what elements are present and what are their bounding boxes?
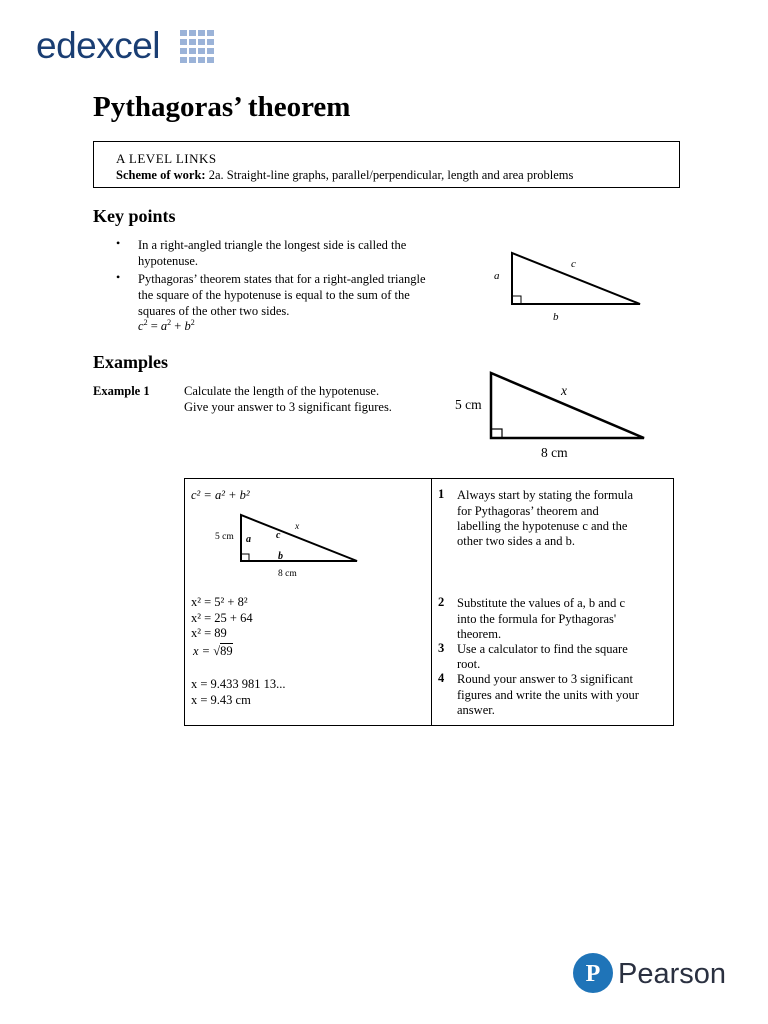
step-1-line-3: labelling the hypotenuse c and the (457, 519, 628, 533)
bullet-2-line-2: the square of the hypotenuse is equal to the sum of the (138, 288, 410, 302)
step-2-line-2: into the formula for Pythagoras' (457, 612, 617, 626)
small-triangle-diagram (239, 513, 361, 565)
work-line-3: x² = 89 (191, 626, 227, 640)
sqrt-icon: √ (213, 644, 221, 658)
bullet-icon: • (116, 270, 121, 284)
step-4-number: 4 (438, 671, 445, 685)
example-side-5cm: 5 cm (455, 397, 482, 412)
example-hyp-x: x (561, 383, 567, 398)
triangle-label-a: a (494, 270, 500, 282)
solution-table (184, 478, 674, 726)
step-2-line-1: Substitute the values of a, b and c (457, 596, 626, 610)
scheme-of-work (116, 167, 573, 183)
scheme-of-work-label: Scheme of work: (116, 168, 206, 182)
small-label-x: x (295, 522, 300, 532)
small-label-8cm: 8 cm (278, 569, 297, 579)
examples-heading: Examples (93, 352, 169, 372)
edexcel-grid-icon (180, 30, 216, 64)
step-3-line-2: root. (457, 657, 481, 671)
step-4-line-3: answer. (457, 703, 495, 717)
step-3-line-1: Use a calculator to find the square (457, 642, 628, 656)
result-line-1: x = 9.433 981 13... (191, 677, 286, 691)
result-line-2: x = 9.43 cm (191, 693, 251, 707)
pearson-logo-icon (572, 950, 614, 996)
step-4-line-1: Round your answer to 3 significant (457, 672, 634, 686)
bullet-2-line-3: squares of the other two sides. (138, 304, 290, 318)
edexcel-logo-text: edexcel (36, 25, 161, 66)
bullet-1-line-1: In a right-angled triangle the longest side is called the (138, 238, 407, 252)
step-2-number: 2 (438, 595, 445, 609)
bullet-1-line-2: hypotenuse. (138, 254, 199, 268)
page-title: Pythagoras’ theorem (93, 91, 351, 123)
step-1-number: 1 (438, 487, 445, 501)
step-2-line-3: theorem. (457, 627, 502, 641)
example-1-question-1: Calculate the length of the hypotenuse. (184, 384, 380, 398)
step-1-line-1: Always start by stating the formula (457, 488, 634, 502)
example-side-8cm: 8 cm (541, 445, 568, 460)
work-line-2: x² = 25 + 64 (191, 611, 253, 625)
table-divider (431, 479, 432, 725)
bullet-2-line-1: Pythagoras’ theorem states that for a right-angled triangle (138, 272, 426, 286)
pearson-logo-initial: P (585, 961, 601, 987)
sqrt-line: x = √89 (193, 644, 233, 658)
triangle-label-b: b (553, 311, 559, 323)
pythagoras-formula: $c^2 = a^2 + b^2$ (138, 318, 195, 333)
scheme-of-work-text: 2a. Straight-line graphs, parallel/perpendicular, length and area problems (208, 168, 574, 182)
small-label-b: b (278, 551, 283, 562)
small-label-5cm: 5 cm (215, 532, 234, 542)
bullet-icon: • (116, 236, 121, 250)
pearson-brand-text: Pearson (618, 958, 727, 990)
links-heading: A LEVEL LINKS (116, 151, 217, 166)
key-points-heading: Key points (93, 206, 176, 226)
example-triangle-diagram (486, 368, 652, 444)
example-1-label: Example 1 (93, 384, 150, 398)
work-line-1: x² = 5² + 8² (191, 595, 248, 609)
solution-formula: c² = a² + b² (191, 488, 250, 502)
step-1-line-2: for Pythagoras’ theorem and (457, 504, 599, 518)
step-4-line-2: figures and write the units with your (457, 688, 639, 702)
small-label-a: a (246, 534, 251, 545)
step-1-line-4: other two sides a and b. (457, 534, 576, 548)
example-1-question-2: Give your answer to 3 significant figures. (184, 400, 392, 414)
triangle-label-c: c (571, 258, 576, 270)
right-triangle-diagram (490, 248, 650, 328)
step-3-number: 3 (438, 641, 445, 655)
a-level-links-box (93, 141, 680, 188)
small-label-c: c (276, 530, 281, 541)
